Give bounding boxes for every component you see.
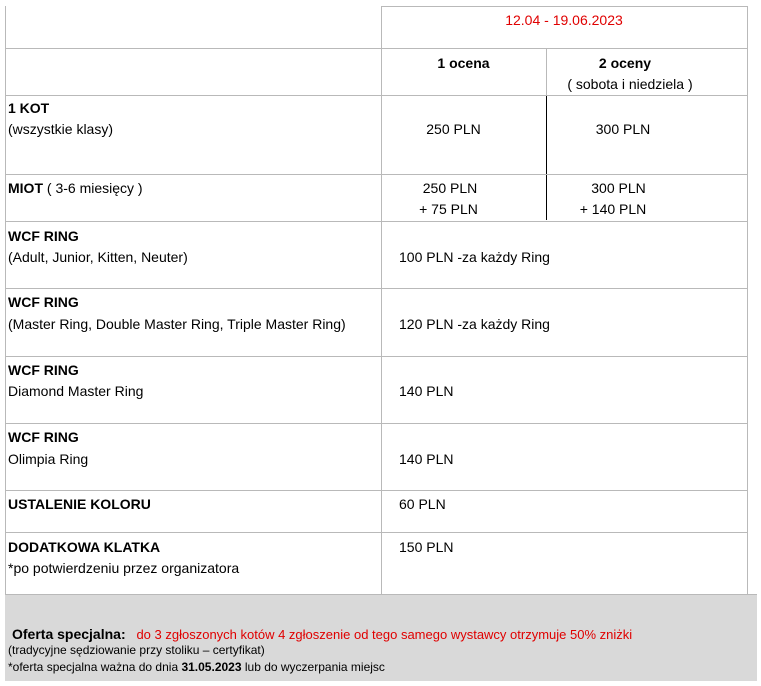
row-miot-price1-a: 250 PLN xyxy=(422,180,478,196)
special-offer-label: Oferta specjalna: xyxy=(12,626,126,642)
row-line-3 xyxy=(5,174,748,175)
row-line-9 xyxy=(5,532,748,533)
row-ring-basic-title: WCF RING xyxy=(8,228,79,244)
row-ring-basic-subtitle: (Adult, Junior, Kitten, Neuter) xyxy=(8,249,188,265)
special-offer-validity: *oferta specjalna ważna do dnia 31.05.2023 lub do wyczerpania miejsc xyxy=(8,660,385,674)
row-line-8 xyxy=(5,490,748,491)
col2-subtitle: ( sobota i niedziela ) xyxy=(567,76,693,92)
row-ring-master-price: 120 PLN -za każdy Ring xyxy=(399,316,550,332)
special-offer-line xyxy=(12,626,632,642)
row-kot-subtitle: (wszystkie klasy) xyxy=(8,121,114,137)
row-ring-olimpia-title: WCF RING xyxy=(8,429,79,445)
row-cage-title: DODATKOWA KLATKA xyxy=(8,539,161,555)
row-miot-price1-b: + 75 PLN xyxy=(419,201,478,217)
row-kot-title: 1 KOT xyxy=(8,100,50,116)
special-offer-text: do 3 zgłoszonych kotów 4 zgłoszenie od tego samego wystawcy otrzymuje 50% zniżki xyxy=(136,627,633,642)
row-line-2 xyxy=(5,95,748,96)
date-range: 12.04 - 19.06.2023 xyxy=(505,12,623,28)
row-color-title: USTALENIE KOLORU xyxy=(8,496,151,512)
row-ring-olimpia-subtitle: Olimpia Ring xyxy=(8,451,89,467)
row-kot-price2: 300 PLN xyxy=(595,121,651,137)
col2-title: 2 oceny xyxy=(598,55,652,71)
row-miot-price2-a: 300 PLN xyxy=(591,180,646,196)
row-line-7 xyxy=(5,423,748,424)
row-ring-basic-price: 100 PLN -za każdy Ring xyxy=(399,249,550,265)
special-offer-box xyxy=(5,594,757,681)
row-line-6 xyxy=(5,356,748,357)
row-miot-price2-b: + 140 PLN xyxy=(579,201,647,217)
special-offer-note: (tradycyjne sędziowanie przy stoliku – certyfikat) xyxy=(8,643,265,657)
row-miot-title: MIOT ( 3-6 miesięcy ) xyxy=(8,180,143,196)
row-cage-price: 150 PLN xyxy=(399,539,454,555)
table-border-top xyxy=(381,6,748,7)
row-ring-diamond-title: WCF RING xyxy=(8,362,79,378)
row-ring-master-subtitle: (Master Ring, Double Master Ring, Triple Master Ring) xyxy=(8,316,346,332)
row-line-4 xyxy=(5,221,748,222)
col1-title: 1 ocena xyxy=(437,55,490,71)
row-kot-price1: 250 PLN xyxy=(426,121,481,137)
row-cage-subtitle: *po potwierdzeniu przez organizatora xyxy=(8,560,240,576)
row-ring-olimpia-price: 140 PLN xyxy=(399,451,454,467)
row-line-1 xyxy=(5,48,748,49)
row-ring-diamond-subtitle: Diamond Master Ring xyxy=(8,383,144,399)
row-ring-diamond-price: 140 PLN xyxy=(399,383,454,399)
row-ring-master-title: WCF RING xyxy=(8,294,79,310)
row-line-5 xyxy=(5,288,748,289)
row-color-price: 60 PLN xyxy=(399,496,446,512)
